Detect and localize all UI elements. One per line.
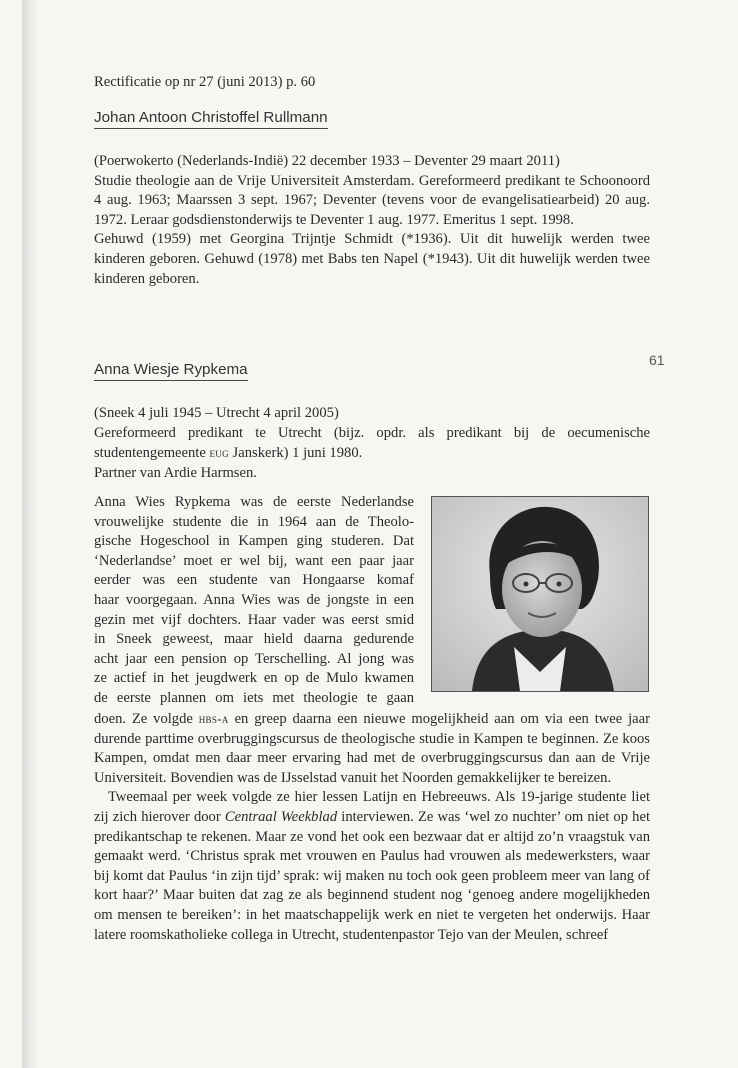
wrap-line: gische Hogeschool in Kampen ging studeren. Dat bbox=[94, 533, 414, 550]
wrap-line: de eerste plannen om iets met theologie te gaan bbox=[94, 689, 414, 706]
paragraph-education: doen. Ze volgde hbs-a en greep daarna een nieuwe mogelijkheid aan om via een twee jaar durende parttime overbruggingscursus de theologische studie in Kampen te beginnen. Ze koos Kampen, omdat men daar meer ervaring had met de overbruggingscursus dan aan de Vrije Universiteit. Bovendien was de IJsselstad vanuit het Noorden gemakkelijker te bereizen. bbox=[94, 711, 650, 786]
main-text-continuation bbox=[94, 709, 650, 945]
entry-heading-rullmann: Johan Antoon Christoffel Rullmann bbox=[94, 109, 328, 129]
wrap-line: ‘Nederlandse’ moet er wel bij, want een paar jaar bbox=[94, 552, 414, 569]
page-number: 61 bbox=[649, 352, 665, 368]
entry-body-rullmann bbox=[94, 152, 650, 289]
rectificatie-note: Rectificatie op nr 27 (juni 2013) p. 60 bbox=[94, 74, 316, 90]
wrap-line: ze actief in het jeugdwerk en op de Mulo kwamen bbox=[94, 670, 414, 687]
rypkema-career: Gereformeerd predikant te Utrecht (bijz. opdr. als predikant bij de oecumenische studentengemeente eug Janskerk) 1 juni 1980. bbox=[94, 424, 650, 462]
rypkema-partner: Partner van Ardie Harmsen. bbox=[94, 464, 257, 481]
entry-heading-rypkema: Anna Wiesje Rypkema bbox=[94, 361, 248, 381]
rullmann-dates: (Poerwokerto (Nederlands-Indië) 22 december 1933 – Deventer 29 maart 2011) bbox=[94, 153, 560, 169]
wrap-line: Anna Wies Rypkema was de eerste Nederlandse bbox=[94, 494, 414, 510]
entry-body-rypkema bbox=[94, 404, 650, 483]
rullmann-career: Studie theologie aan de Vrije Universiteit Amsterdam. Gereformeerd predikant te Schoonoord 4 aug. 1963; Maarssen 3 sept. 1967; Deventer (tevens voor de evangelisatiearbeid) 20 aug. 1972. Leraar godsdienstonderwijs te Deventer 1 aug. 1977. Emeritus 1 sept. 1998. bbox=[94, 172, 650, 228]
binding-shadow bbox=[22, 0, 38, 1068]
wrap-line: in Sneek geweest, maar hield daarna gedurende bbox=[94, 631, 414, 648]
rypkema-dates: (Sneek 4 juli 1945 – Utrecht 4 april 2005) bbox=[94, 405, 339, 421]
wrap-line: vrouwelijke studente die in 1964 aan de Theolo- bbox=[94, 513, 414, 530]
wrap-line: gezin met vijf dochters. Haar vader was eerst smid bbox=[94, 611, 414, 628]
wrapped-paragraph-beside-photo bbox=[94, 493, 414, 709]
wrap-line: eerder was een studente van Hongaarse komaf bbox=[94, 572, 414, 589]
wrap-line: acht jaar een pension op Terschelling. Al jong was bbox=[94, 650, 414, 667]
portrait-photo bbox=[431, 496, 649, 692]
wrap-line: haar voorgegaan. Anna Wies was de jongste in een bbox=[94, 591, 414, 608]
paragraph-interview: Tweemaal per week volgde ze hier lessen Latijn en Hebreeuws. Als 19-jarige studente liet zij zich hierover door Centraal Weekblad interviewen. Ze was ‘wel zo nuchter’ om niet op het predikantschap te rekenen. Maar ze vond het ook een bezwaar dat er altijd zo’n vraagstuk van gemaakt werd. ‘Christus sprak met vrouwen en Paulus had vrouwen als medewerksters, waar bij komt dat Paulus ‘in zijn tijd’ sprak: wij maken nu toch ook geen probleem meer van lang of kort haar?’ Maar buiten dat zag ze als beginnend student nog ‘genoeg andere mogelijkheden om mensen te bereiken’: in het maatschappelijk werk en niet te vergeten het onderwijs. Haar latere roomskatholieke collega in Utrecht, studentenpastor Tejo van der Meulen, schreef bbox=[94, 789, 651, 943]
rullmann-family: Gehuwd (1959) met Georgina Trijntje Schmidt (*1936). Uit dit huwelijk werden twee kinderen geboren. Gehuwd (1978) met Babs ten Napel (*1943). Uit dit huwelijk werden twee kinderen geboren. bbox=[94, 231, 650, 287]
portrait-illustration bbox=[432, 497, 648, 691]
